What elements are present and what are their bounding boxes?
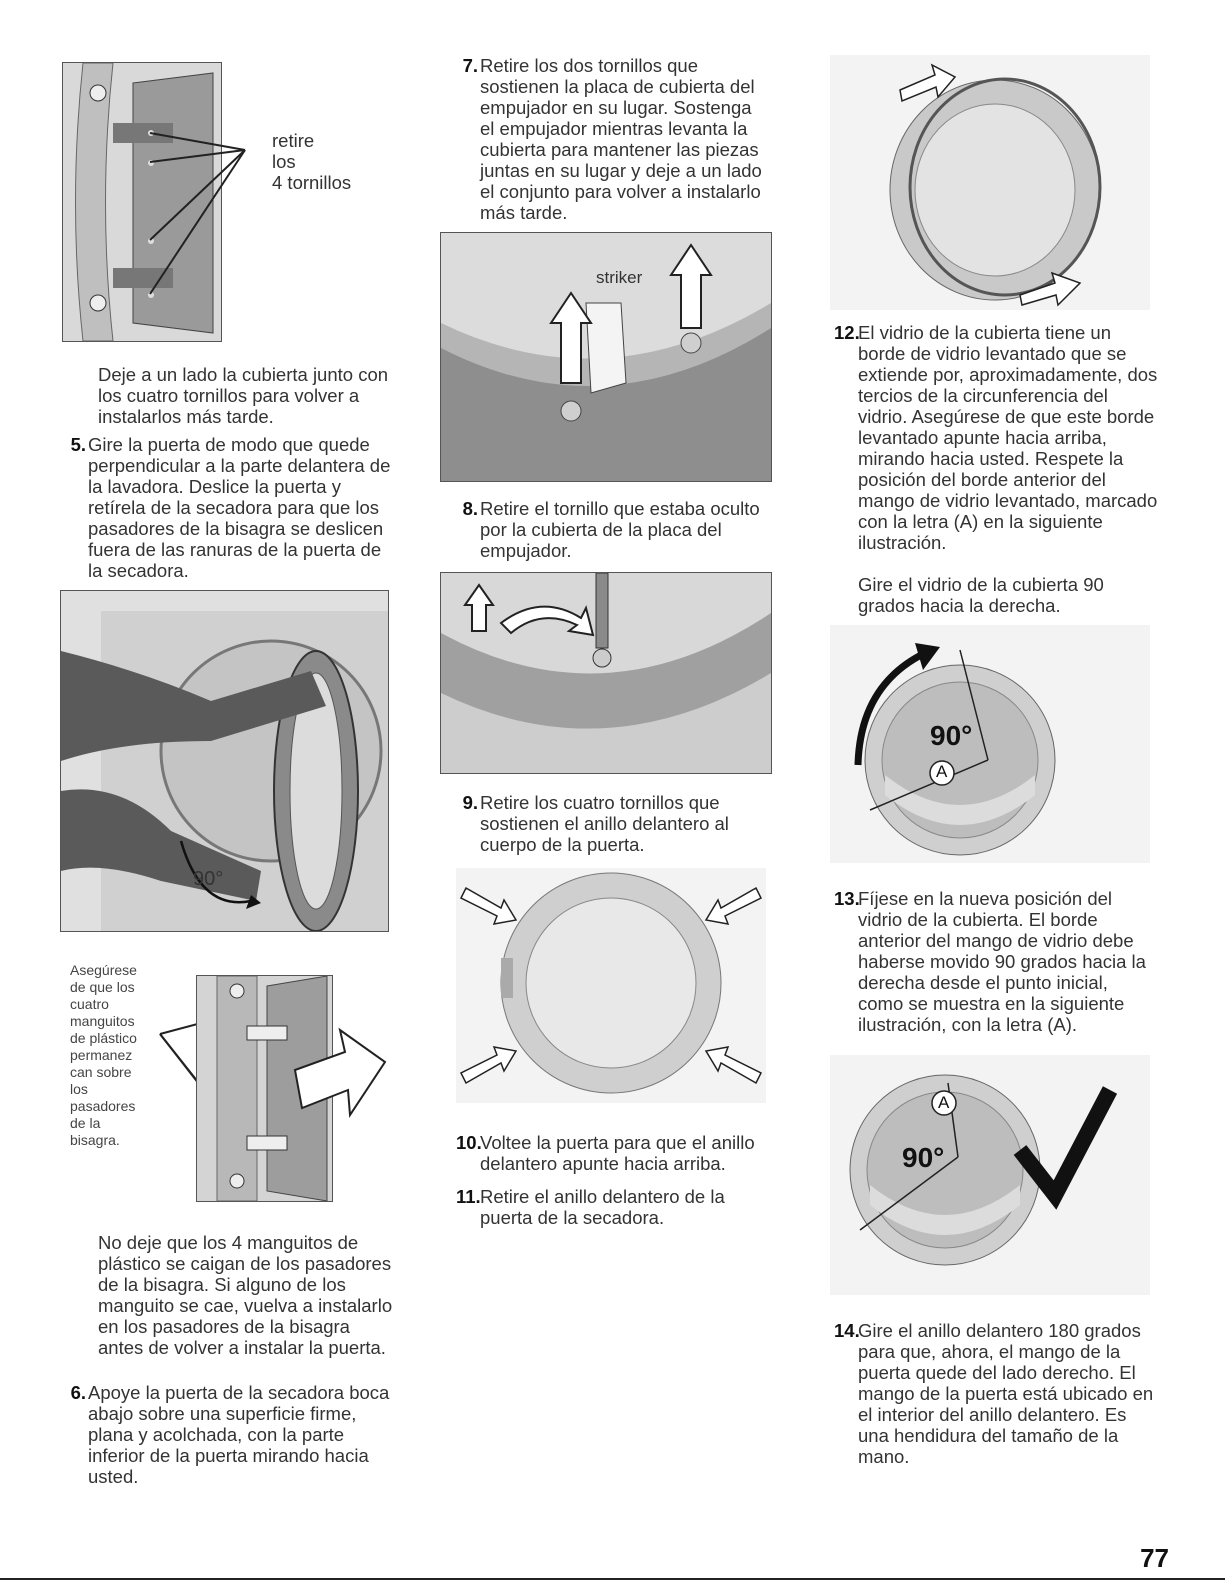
- step-text: Apoye la puerta de la secadora boca abajo sobre una superficie firme, plana y acolchada, con la parte inferior de la puerta mirando hacia usted.: [88, 1382, 390, 1487]
- remove-door-illustration: [61, 591, 388, 931]
- step-13: [834, 888, 1158, 1035]
- hidden-screw-illustration: [441, 573, 771, 773]
- step-text: Voltee la puerta para que el anillo delantero apunte hacia arriba.: [480, 1132, 755, 1174]
- step-text: El vidrio de la cubierta tiene un borde de vidrio levantado que se extiende por, aproximadamente, dos tercios de la circunferencia del vidrio. Asegúrese de que este borde levantado apunte hacia arriba, mirando hacia usted. Respete la posición del borde anterior del mango de vidrio levantado, marcado con la letra (A) en la siguiente ilustración.: [858, 322, 1158, 553]
- figure-rotate-glass-after: [830, 1055, 1150, 1295]
- step-number: 11.: [456, 1186, 481, 1207]
- step-14: [834, 1320, 1158, 1467]
- step-7: [462, 55, 770, 223]
- figure-remove-door: [60, 590, 389, 932]
- step-number: 7.: [462, 55, 478, 76]
- marker-a-2: A: [938, 1093, 950, 1112]
- step-text: Retire los dos tornillos que sostienen la placa de cubierta del empujador en su lugar. Sostenga el empujador mientras levanta la cubierta para mantener las piezas juntas en su lugar y deje a un lado el conjunto para volver a instalarlo más tarde.: [480, 55, 762, 223]
- figure-hidden-screw: [440, 572, 772, 774]
- rotate-glass-before-illustration: [830, 625, 1150, 863]
- footer-rule: [0, 1578, 1225, 1580]
- side-note-sleeves: Asegúrese de que los cuatro manguitos de plástico permanez can sobre los pasadores de la bisagra.: [70, 962, 137, 1148]
- step-number: 12.: [834, 322, 860, 343]
- slide-arrow-icon: [290, 1020, 390, 1130]
- front-ring-screws-illustration: [456, 868, 766, 1103]
- step-number: 6.: [70, 1382, 86, 1403]
- page-number: 77: [1140, 1543, 1169, 1573]
- step-number: 10.: [456, 1132, 482, 1153]
- rotate-glass-after-illustration: [830, 1055, 1150, 1295]
- figure-striker-cover: [440, 232, 772, 482]
- step-number: 14.: [834, 1320, 860, 1341]
- figure-front-ring-screws: [456, 868, 766, 1103]
- step-text: Fíjese en la nueva posición del vidrio de la cubierta. El borde anterior del mango de vidrio debe haberse movido 90 grados hacia la derecha desde el punto inicial, como se muestra en la siguiente ilustración, con la letra (A).: [858, 888, 1146, 1035]
- step-number: 13.: [834, 888, 860, 909]
- step-text: Retire el anillo delantero de la puerta de la secadora.: [480, 1186, 725, 1228]
- figure-rotate-glass-before: [830, 625, 1150, 863]
- paragraph-gire: Gire el vidrio de la cubierta 90 grados hacia la derecha.: [858, 574, 1104, 616]
- step-10: [456, 1132, 770, 1174]
- step-8: [462, 498, 770, 561]
- marker-a-1: A: [936, 762, 948, 781]
- step-12: [834, 322, 1158, 553]
- paragraph-deje: Deje a un lado la cubierta junto con los cuatro tornillos para volver a instalarlos más tarde.: [98, 364, 389, 427]
- figure-label-retire: retire los 4 tornillos: [272, 130, 352, 193]
- step-11: [456, 1186, 770, 1228]
- step-text: Retire los cuatro tornillos que sostienen el anillo delantero al cuerpo de la puerta.: [480, 792, 729, 855]
- step-5: [70, 434, 398, 581]
- figure-ring-removed: [830, 55, 1150, 310]
- step-number: 9.: [462, 792, 478, 813]
- step-text: Gire el anillo delantero 180 grados para que, ahora, el mango de la puerta quede del lado derecho. El mango de la puerta está ubicado en el interior del anillo delantero. Es una hendidura del tamaño de la mano.: [858, 1320, 1154, 1467]
- step-number: 8.: [462, 498, 478, 519]
- step-text: Gire la puerta de modo que quede perpendicular a la parte delantera de la lavadora. Deslice la puerta y retírela de la secadora para que los pasadores de la bisagra se deslicen fuera de las ranuras de la puerta de la secadora.: [88, 434, 391, 581]
- paragraph-nodeje: No deje que los 4 manguitos de plástico se caigan de los pasadores de la bisagra. Si alguno de los manguito se cae, vuelva a instalarlo en los pasadores de la bisagra antes de volver a instalar la puerta.: [98, 1232, 393, 1358]
- figure-hinge-screws: [62, 62, 222, 342]
- step-9: [462, 792, 770, 855]
- step-number: 5.: [70, 434, 86, 455]
- rotate-angle-label-2: 90°: [902, 1142, 945, 1173]
- step-6: [70, 1382, 398, 1487]
- hinge-screws-illustration: [63, 63, 221, 341]
- rotate-angle-label-1: 90°: [930, 720, 973, 751]
- step-text: Retire el tornillo que estaba oculto por la cubierta de la placa del empujador.: [480, 498, 760, 561]
- ring-removed-illustration: [830, 55, 1150, 310]
- door-angle-label: 90°: [193, 868, 224, 890]
- striker-label: striker: [596, 268, 643, 287]
